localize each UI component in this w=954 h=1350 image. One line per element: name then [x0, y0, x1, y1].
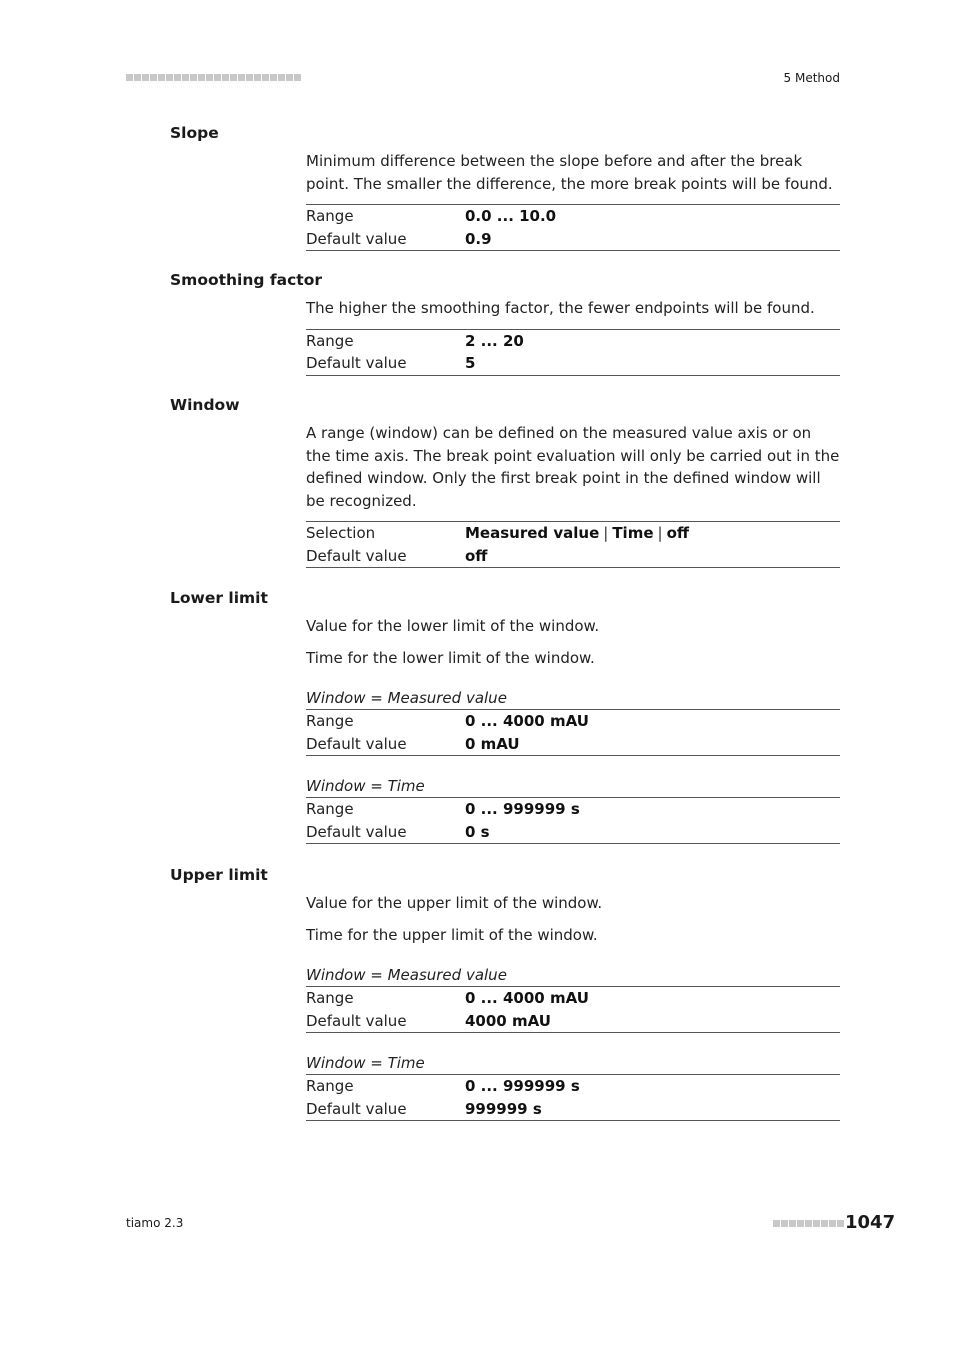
- table-row: [306, 205, 840, 228]
- table-row: [306, 798, 840, 821]
- table-row: [306, 733, 840, 756]
- row-label: Range: [306, 712, 354, 731]
- row-value: 5: [465, 354, 476, 373]
- parameter-table: [306, 797, 840, 844]
- option-off: off: [666, 524, 690, 543]
- header-decoration: [126, 74, 301, 82]
- section-description: Time for the upper limit of the window.: [306, 925, 598, 944]
- table-row: [306, 352, 840, 375]
- parameter-table: [306, 986, 840, 1033]
- row-value: 4000 mAU: [465, 1011, 551, 1030]
- row-label: Default value: [306, 354, 407, 373]
- row-label: Range: [306, 331, 354, 350]
- row-value: 0 ... 4000 mAU: [465, 989, 589, 1008]
- row-value: 0 ... 4000 mAU: [465, 712, 589, 731]
- row-value: 0.9: [465, 229, 492, 248]
- separator: |: [657, 524, 663, 543]
- option-measured-value: Measured value: [465, 524, 600, 543]
- row-value: 0 ... 999999 s: [465, 800, 580, 819]
- condition-label: Window = Time: [306, 1054, 425, 1073]
- row-label: Range: [306, 989, 354, 1008]
- row-label: Range: [306, 800, 354, 819]
- row-value: 999999 s: [465, 1099, 542, 1118]
- section-description: Minimum difference between the slope before and after the break point. The smaller the difference, the more break points will be found.: [306, 152, 833, 193]
- section-description: Value for the lower limit of the window.: [306, 617, 600, 635]
- table-row: [306, 545, 840, 568]
- table-row: [306, 228, 840, 251]
- section-title: Smoothing factor: [170, 271, 322, 289]
- row-label: Default value: [306, 546, 407, 565]
- section-title: Window: [170, 396, 240, 414]
- condition-label: Window = Time: [306, 777, 425, 796]
- row-value: 0.0 ... 10.0: [465, 207, 557, 226]
- row-label: Default value: [306, 1099, 407, 1118]
- table-row: [306, 1075, 840, 1098]
- section-title: Upper limit: [170, 866, 268, 884]
- section-description: Time for the lower limit of the window.: [306, 648, 595, 667]
- row-label: Default value: [306, 229, 407, 248]
- row-label: Default value: [306, 734, 407, 753]
- row-value: 0 mAU: [465, 734, 520, 753]
- section-description: The higher the smoothing factor, the fewer endpoints will be found.: [306, 299, 815, 317]
- row-value: off: [465, 546, 488, 565]
- section-description: Value for the upper limit of the window.: [306, 894, 603, 912]
- page-number: 1047: [845, 1212, 896, 1233]
- section-title: Slope: [170, 124, 219, 142]
- row-value: [465, 522, 689, 545]
- table-row: [306, 330, 840, 353]
- parameter-table: [306, 709, 840, 756]
- section-description: A range (window) can be defined on the measured value axis or on the time axis. The break point evaluation will only be carried out in the defined window. Only the first break point in the defined window will be recognized.: [306, 424, 840, 510]
- option-time: Time: [612, 524, 654, 543]
- row-value: 2 ... 20: [465, 331, 524, 350]
- row-label: Default value: [306, 1011, 407, 1030]
- row-label: Default value: [306, 822, 407, 841]
- parameter-table: [306, 329, 840, 376]
- condition-label: Window = Measured value: [306, 689, 507, 708]
- condition-label: Window = Measured value: [306, 966, 507, 985]
- table-row: [306, 987, 840, 1010]
- footer-decoration: [773, 1220, 844, 1227]
- chapter-title: 5 Method: [783, 71, 840, 85]
- row-value: 0 ... 999999 s: [465, 1077, 580, 1096]
- row-value: 0 s: [465, 822, 490, 841]
- parameter-table: [306, 1074, 840, 1121]
- table-row: [306, 1098, 840, 1121]
- section-title: Lower limit: [170, 589, 268, 607]
- table-row: [306, 522, 840, 545]
- parameter-table: [306, 521, 840, 568]
- table-row: [306, 821, 840, 844]
- separator: |: [603, 524, 609, 543]
- product-name: tiamo 2.3: [126, 1216, 184, 1230]
- table-row: [306, 710, 840, 733]
- row-label: Selection: [306, 524, 376, 543]
- row-label: Range: [306, 207, 354, 226]
- row-label: Range: [306, 1077, 354, 1096]
- parameter-table: [306, 204, 840, 251]
- table-row: [306, 1010, 840, 1033]
